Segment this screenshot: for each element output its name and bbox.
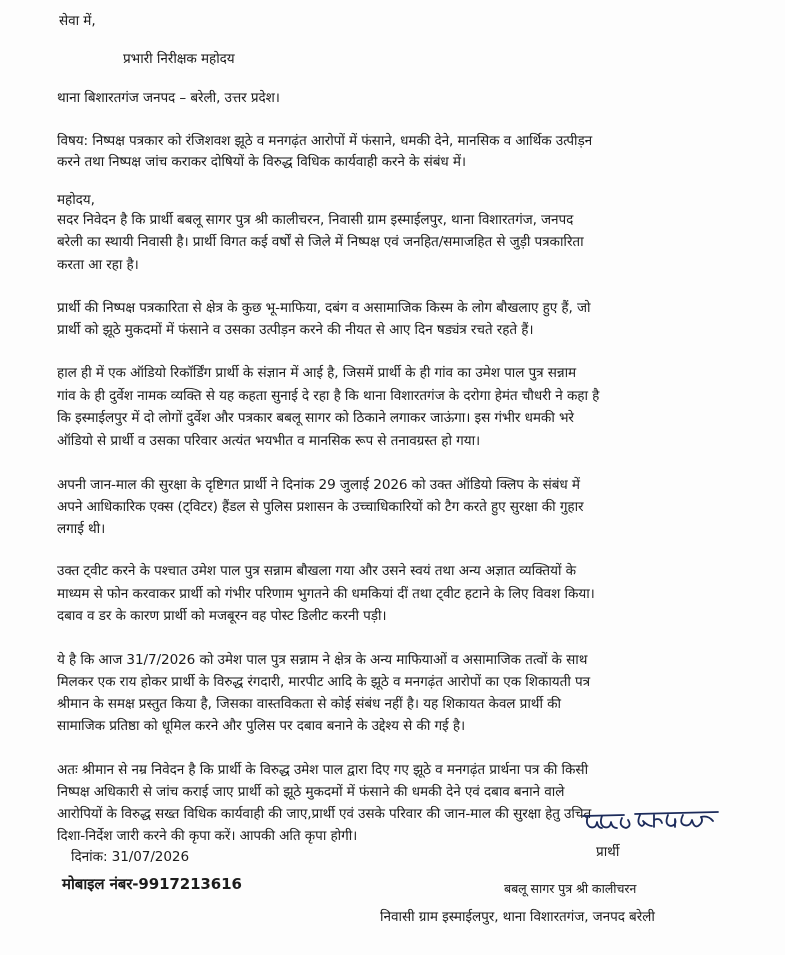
paragraph-7-line: दिशा-निर्देश जारी करने की कृपा करें। आपकी अति कृपा होगी। <box>57 828 358 844</box>
subject-line-1: विषय: निष्पक्ष पत्रकार को रंजिशवश झूठे व मनगढ़ंत आरोपों में फंसाने, धमकी देने, मानसिक व आर्थिक उत्पीड़न <box>57 133 593 149</box>
paragraph-4-line: लगाई थी। <box>57 521 106 537</box>
paragraph-3-line: गांव के ही दुर्वेश नामक व्यक्ति से यह कहता सुनाई दे रहा है कि थाना विशारतगंज के दरोगा हेमंत चौधरी ने कहा है <box>57 388 600 404</box>
paragraph-5-line: माध्यम से फोन करवाकर प्रार्थी को गंभीर परिणाम भुगतने की धमकियां दीं तथा ट्वीट हटाने के लिए विवश किया। <box>57 586 595 602</box>
recipient-address: थाना बिशारतगंज जनपद – बरेली, उत्तर प्रदेश। <box>57 90 280 106</box>
paragraph-4-line: अपनी जान-माल की सुरक्षा के दृष्टिगत प्रार्थी ने दिनांक 29 जुलाई 2026 को उक्त ऑडियो क्लिप के संबंध में <box>57 477 580 493</box>
paragraph-1-line: सदर निवेदन है कि प्रार्थी बबलू सागर पुत्र श्री कालीचरन, निवासी ग्राम इस्माईलपुर, थाना विशारतगंज, जनपद <box>57 212 574 228</box>
paragraph-4-line: अपने आधिकारिक एक्स (ट्विटर) हैंडल से पुलिस प्रशासन के उच्चाधिकारियों को टैग करते हुए सुरक्षा की गुहार <box>57 499 584 515</box>
greeting: महोदय, <box>57 192 95 208</box>
paragraph-7-line: अतः श्रीमान से नम्र निवेदन है कि प्रार्थी के विरुद्ध उमेश पाल द्वारा दिए गए झूठे व मनगढ़ंत प्रार्थना पत्र की किसी <box>57 762 589 778</box>
paragraph-5-line: उक्त ट्वीट करने के पश्चात उमेश पाल पुत्र सन्नाम बौखला गया और उसने स्वयं तथा अन्य अज्ञात व्यक्तियों के <box>57 563 576 579</box>
salutation-to: सेवा में, <box>59 13 96 29</box>
paragraph-3-line: ऑडियो से प्रार्थी व उसका परिवार अत्यंत भयभीत व मानसिक रूप से तनावग्रस्त हो गया। <box>57 433 481 449</box>
paragraph-2-line: प्रार्थी को झूठे मुकदमों में फंसाने व उसका उत्पीड़न करने की नीयत से आए दिन षड्यंत्र रचते रहते हैं। <box>57 322 534 338</box>
subject-line-2: करने तथा निष्पक्ष जांच कराकर दोषियों के विरुद्ध विधिक कार्यवाही करने के संबंध में। <box>57 154 466 170</box>
mobile-number: मोबाइल नंबर-9917213616 <box>62 875 242 893</box>
paragraph-1-line: करता आ रहा है। <box>57 257 139 273</box>
paragraph-6-line: श्रीमान के समक्ष प्रस्तुत किया है, जिसका वास्तविकता से कोई संबंध नहीं है। यह शिकायत केवल प्रार्थी की <box>57 696 561 712</box>
recipient-title: प्रभारी निरीक्षक महोदय <box>123 51 235 67</box>
paragraph-3-line: हाल ही में एक ऑडियो रिकॉर्डिंग प्रार्थी के संज्ञान में आई है, जिसमें प्रार्थी के ही गांव का उमेश पाल पुत्र सन्नाम <box>57 365 577 381</box>
paragraph-2-line: प्रार्थी की निष्पक्ष पत्रकारिता से क्षेत्र के कुछ भू-माफिया, दबंग व असामाजिक किस्म के लोग बौखलाए हुए हैं, जो <box>57 300 591 316</box>
paragraph-3-line: कि इस्माईलपुर में दो लोगों दुर्वेश और पत्रकार बबलू सागर को ठिकाने लगाकर जाऊंगा। इस गंभीर धमकी भरे <box>57 410 574 426</box>
paragraph-6-line: सामाजिक प्रतिष्ठा को धूमिल करने और पुलिस पर दबाव बनाने के उद्देश्य से की गई है। <box>57 718 465 734</box>
paragraph-7-line: निष्पक्ष अधिकारी से जांच कराई जाए प्रार्थी को झूठे मुकदमों में फंसाने की धमकी देने एवं दबाव बनाने वाले <box>57 784 565 800</box>
date-line: दिनांक: 31/07/2026 <box>71 849 189 865</box>
paragraph-6-line: ये है कि आज 31/7/2026 को उमेश पाल पुत्र सन्नाम ने क्षेत्र के अन्य माफियाओं व असामाजिक तत्वों के साथ <box>57 652 588 668</box>
paragraph-5-line: दबाव व डर के कारण प्रार्थी को मजबूरन वह पोस्ट डिलीट करनी पड़ी। <box>57 608 387 624</box>
paragraph-1-line: बरेली का स्थायी निवासी है। प्रार्थी विगत कई वर्षों से जिले में निष्पक्ष एवं जनहित/समाजहित से जुड़ी पत्रकारिता <box>57 234 584 250</box>
sender-name: बबलू सागर पुत्र श्री कालीचरन <box>504 881 637 896</box>
paragraph-6-line: मिलकर एक राय होकर प्रार्थी के विरुद्ध रंगदारी, मारपीट आदि के झूठे व मनगढ़ंत आरोपों का एक शिकायती पत्र <box>57 674 591 690</box>
applicant-label: प्रार्थी <box>596 844 620 860</box>
sender-address: निवासी ग्राम इस्माईलपुर, थाना विशारतगंज, जनपद बरेली <box>380 909 655 925</box>
handwritten-signature <box>580 806 720 842</box>
paragraph-7-line: आरोपियों के विरुद्ध सख्त विधिक कार्यवाही की जाए,प्रार्थी एवं उसके परिवार की जान-माल की सुरक्षा हेतु उचित <box>57 806 592 822</box>
